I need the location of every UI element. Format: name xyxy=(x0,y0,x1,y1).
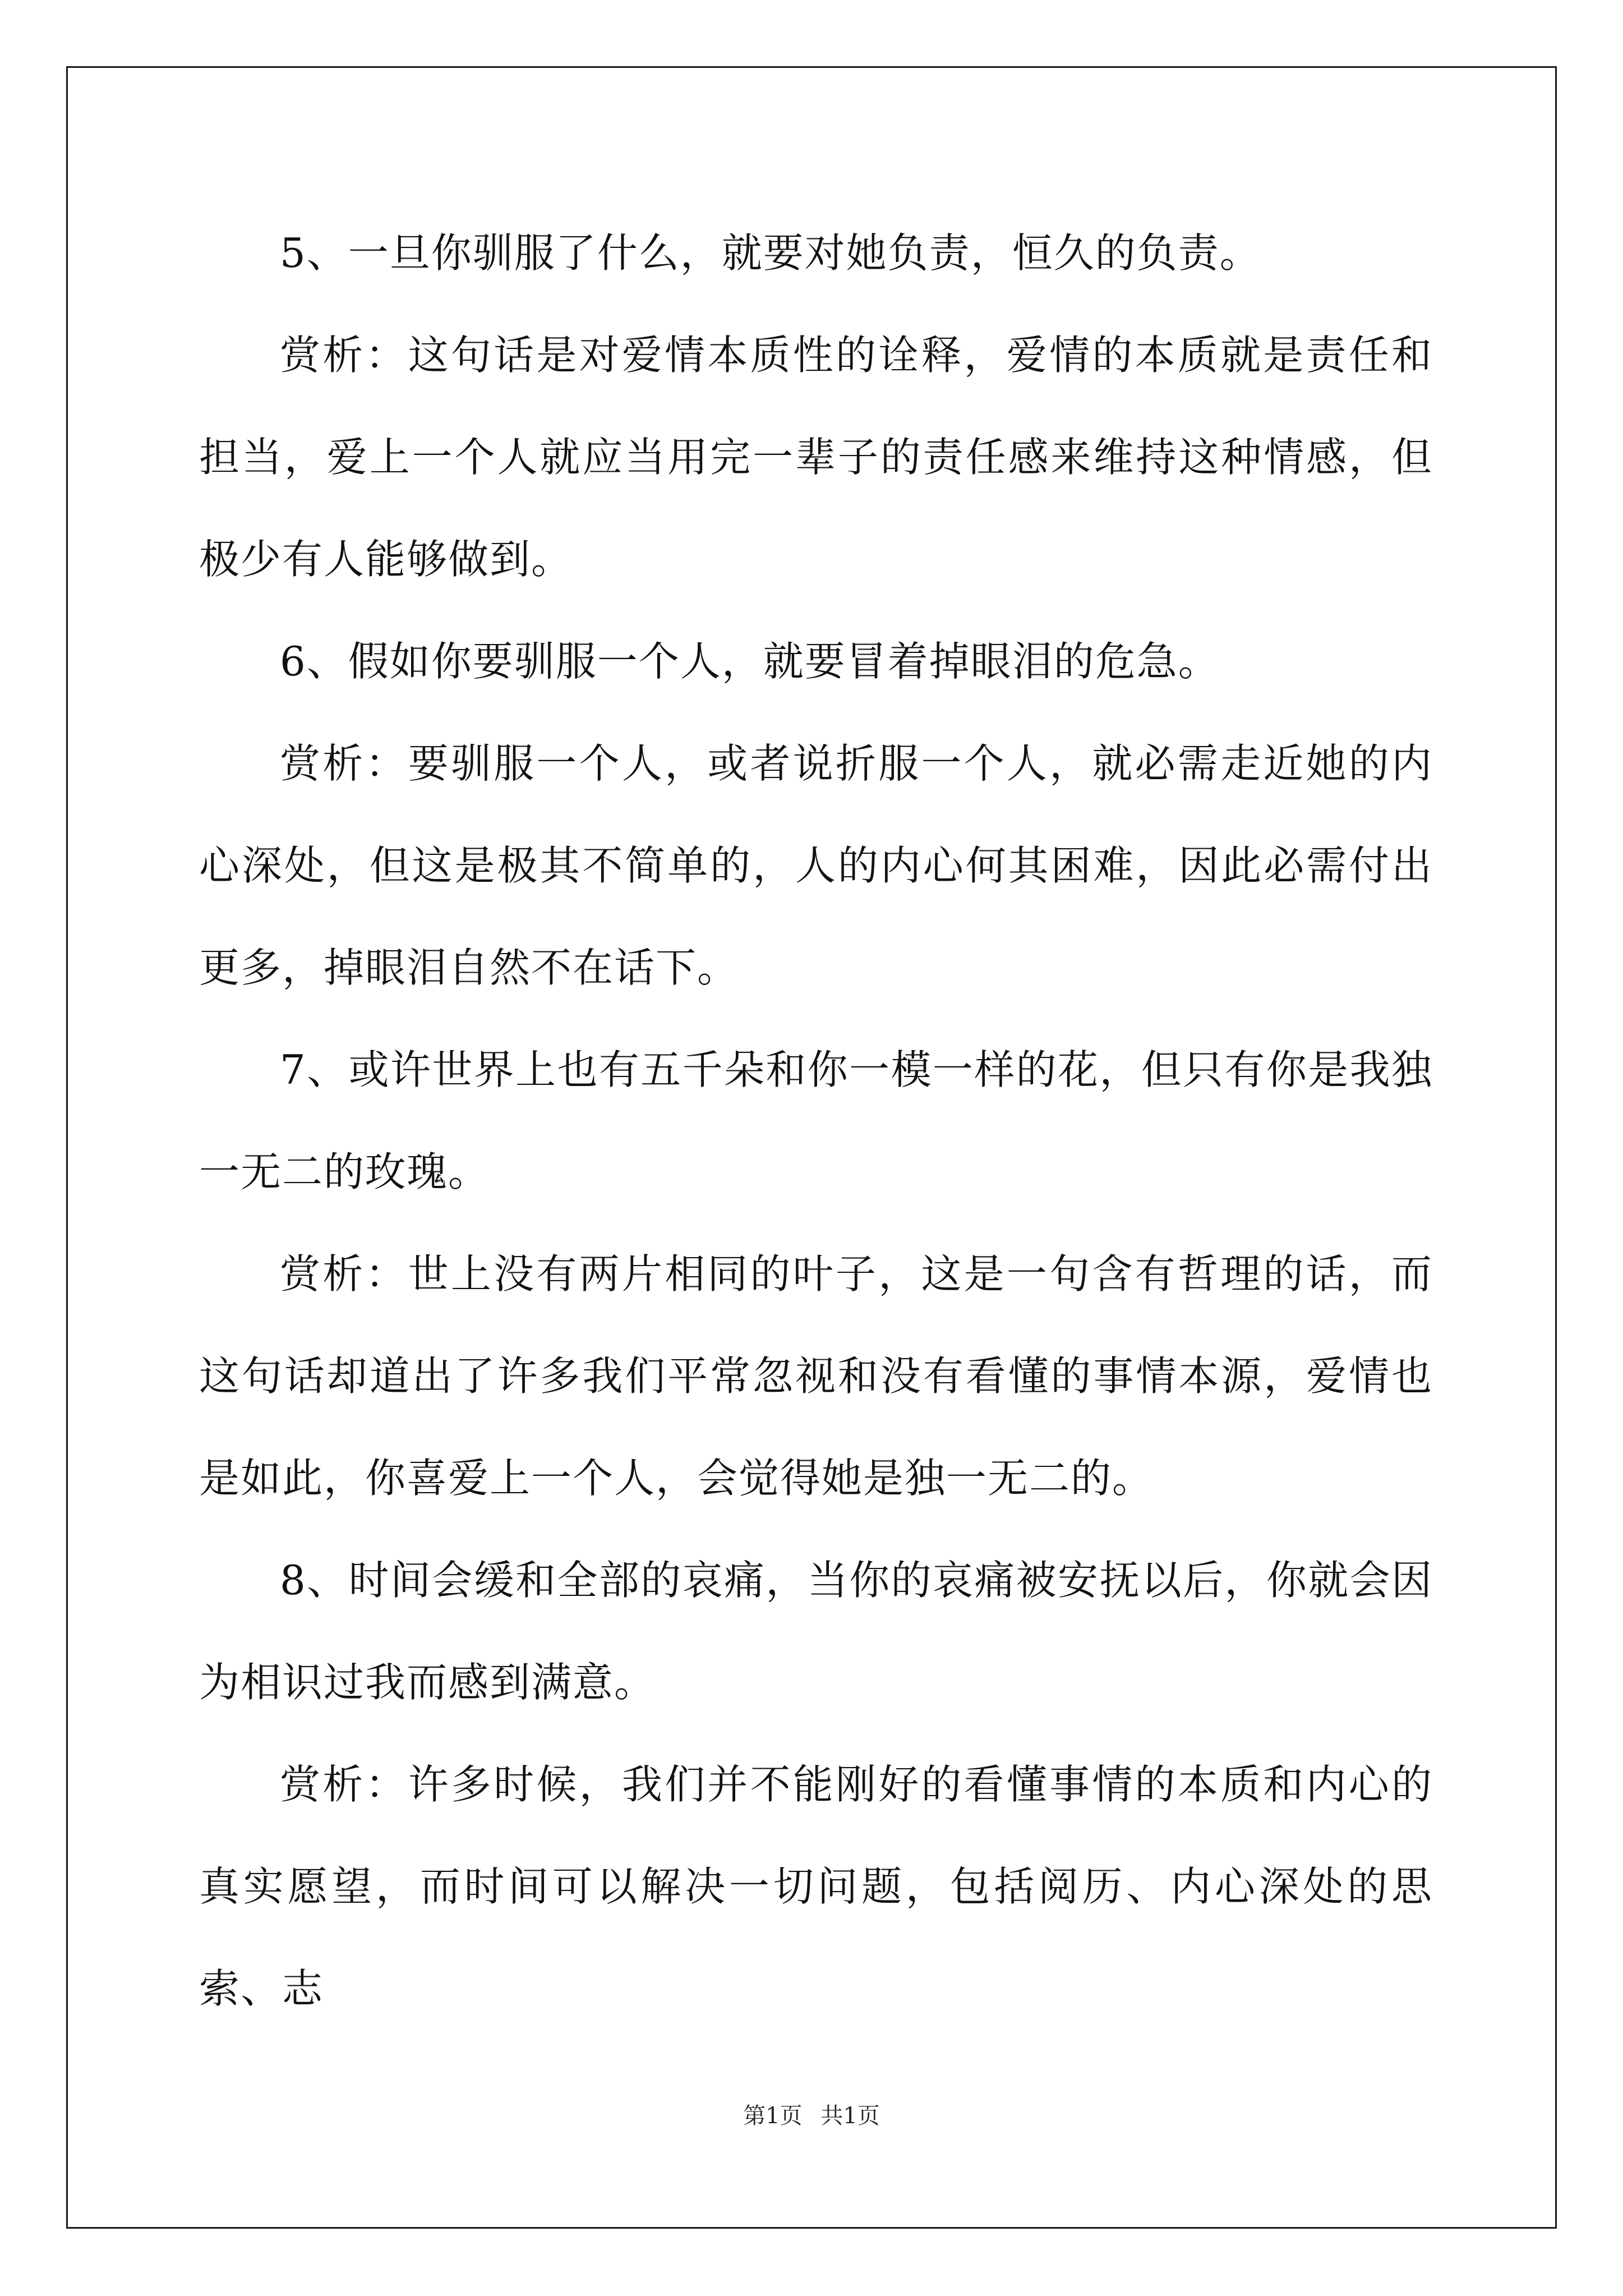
page-footer xyxy=(0,2098,1623,2130)
paragraph-quote-5: 5、一旦你驯服了什么，就要对她负责，恒久的负责。 xyxy=(280,229,1261,277)
paragraph-analysis-5: 赏析：这句话是对爱情本质性的诠释，爱情的本质就是责任和担当，爱上一个人就应当用完一辈子的责任感来维持这种情感，但极少有人能够做到。 xyxy=(199,332,1433,583)
page-total: 共1页 xyxy=(820,2103,880,2129)
paragraph-quote-6: 6、假如你要驯服一个人，就要冒着掉眼泪的危急。 xyxy=(280,638,1220,685)
page-number: 第1页 xyxy=(743,2103,803,2129)
paragraph-quote-8: 8、时间会缓和全部的哀痛，当你的哀痛被安抚以后，你就会因为相识过我而感到满意。 xyxy=(199,1557,1433,1706)
paragraph-analysis-6: 赏析：要驯服一个人，或者说折服一个人，就必需走近她的内心深处，但这是极其不简单的，人的内心何其困难，因此必需付出更多，掉眼泪自然不在话下。 xyxy=(199,740,1433,991)
paragraph-analysis-7: 赏析：世上没有两片相同的叶子，这是一句含有哲理的话，而这句话却道出了许多我们平常忽视和没有看懂的事情本源，爱情也是如此，你喜爱上一个人，会觉得她是独一无二的。 xyxy=(199,1250,1433,1502)
paragraph-analysis-8: 赏析：许多时候，我们并不能刚好的看懂事情的本质和内心的真实愿望，而时间可以解决一切问题，包括阅历、内心深处的思索、志 xyxy=(199,1761,1433,2012)
paragraph-quote-7: 7、或许世界上也有五千朵和你一模一样的花，但只有你是我独一无二的玫瑰。 xyxy=(199,1046,1433,1195)
document-body xyxy=(199,202,1433,2040)
